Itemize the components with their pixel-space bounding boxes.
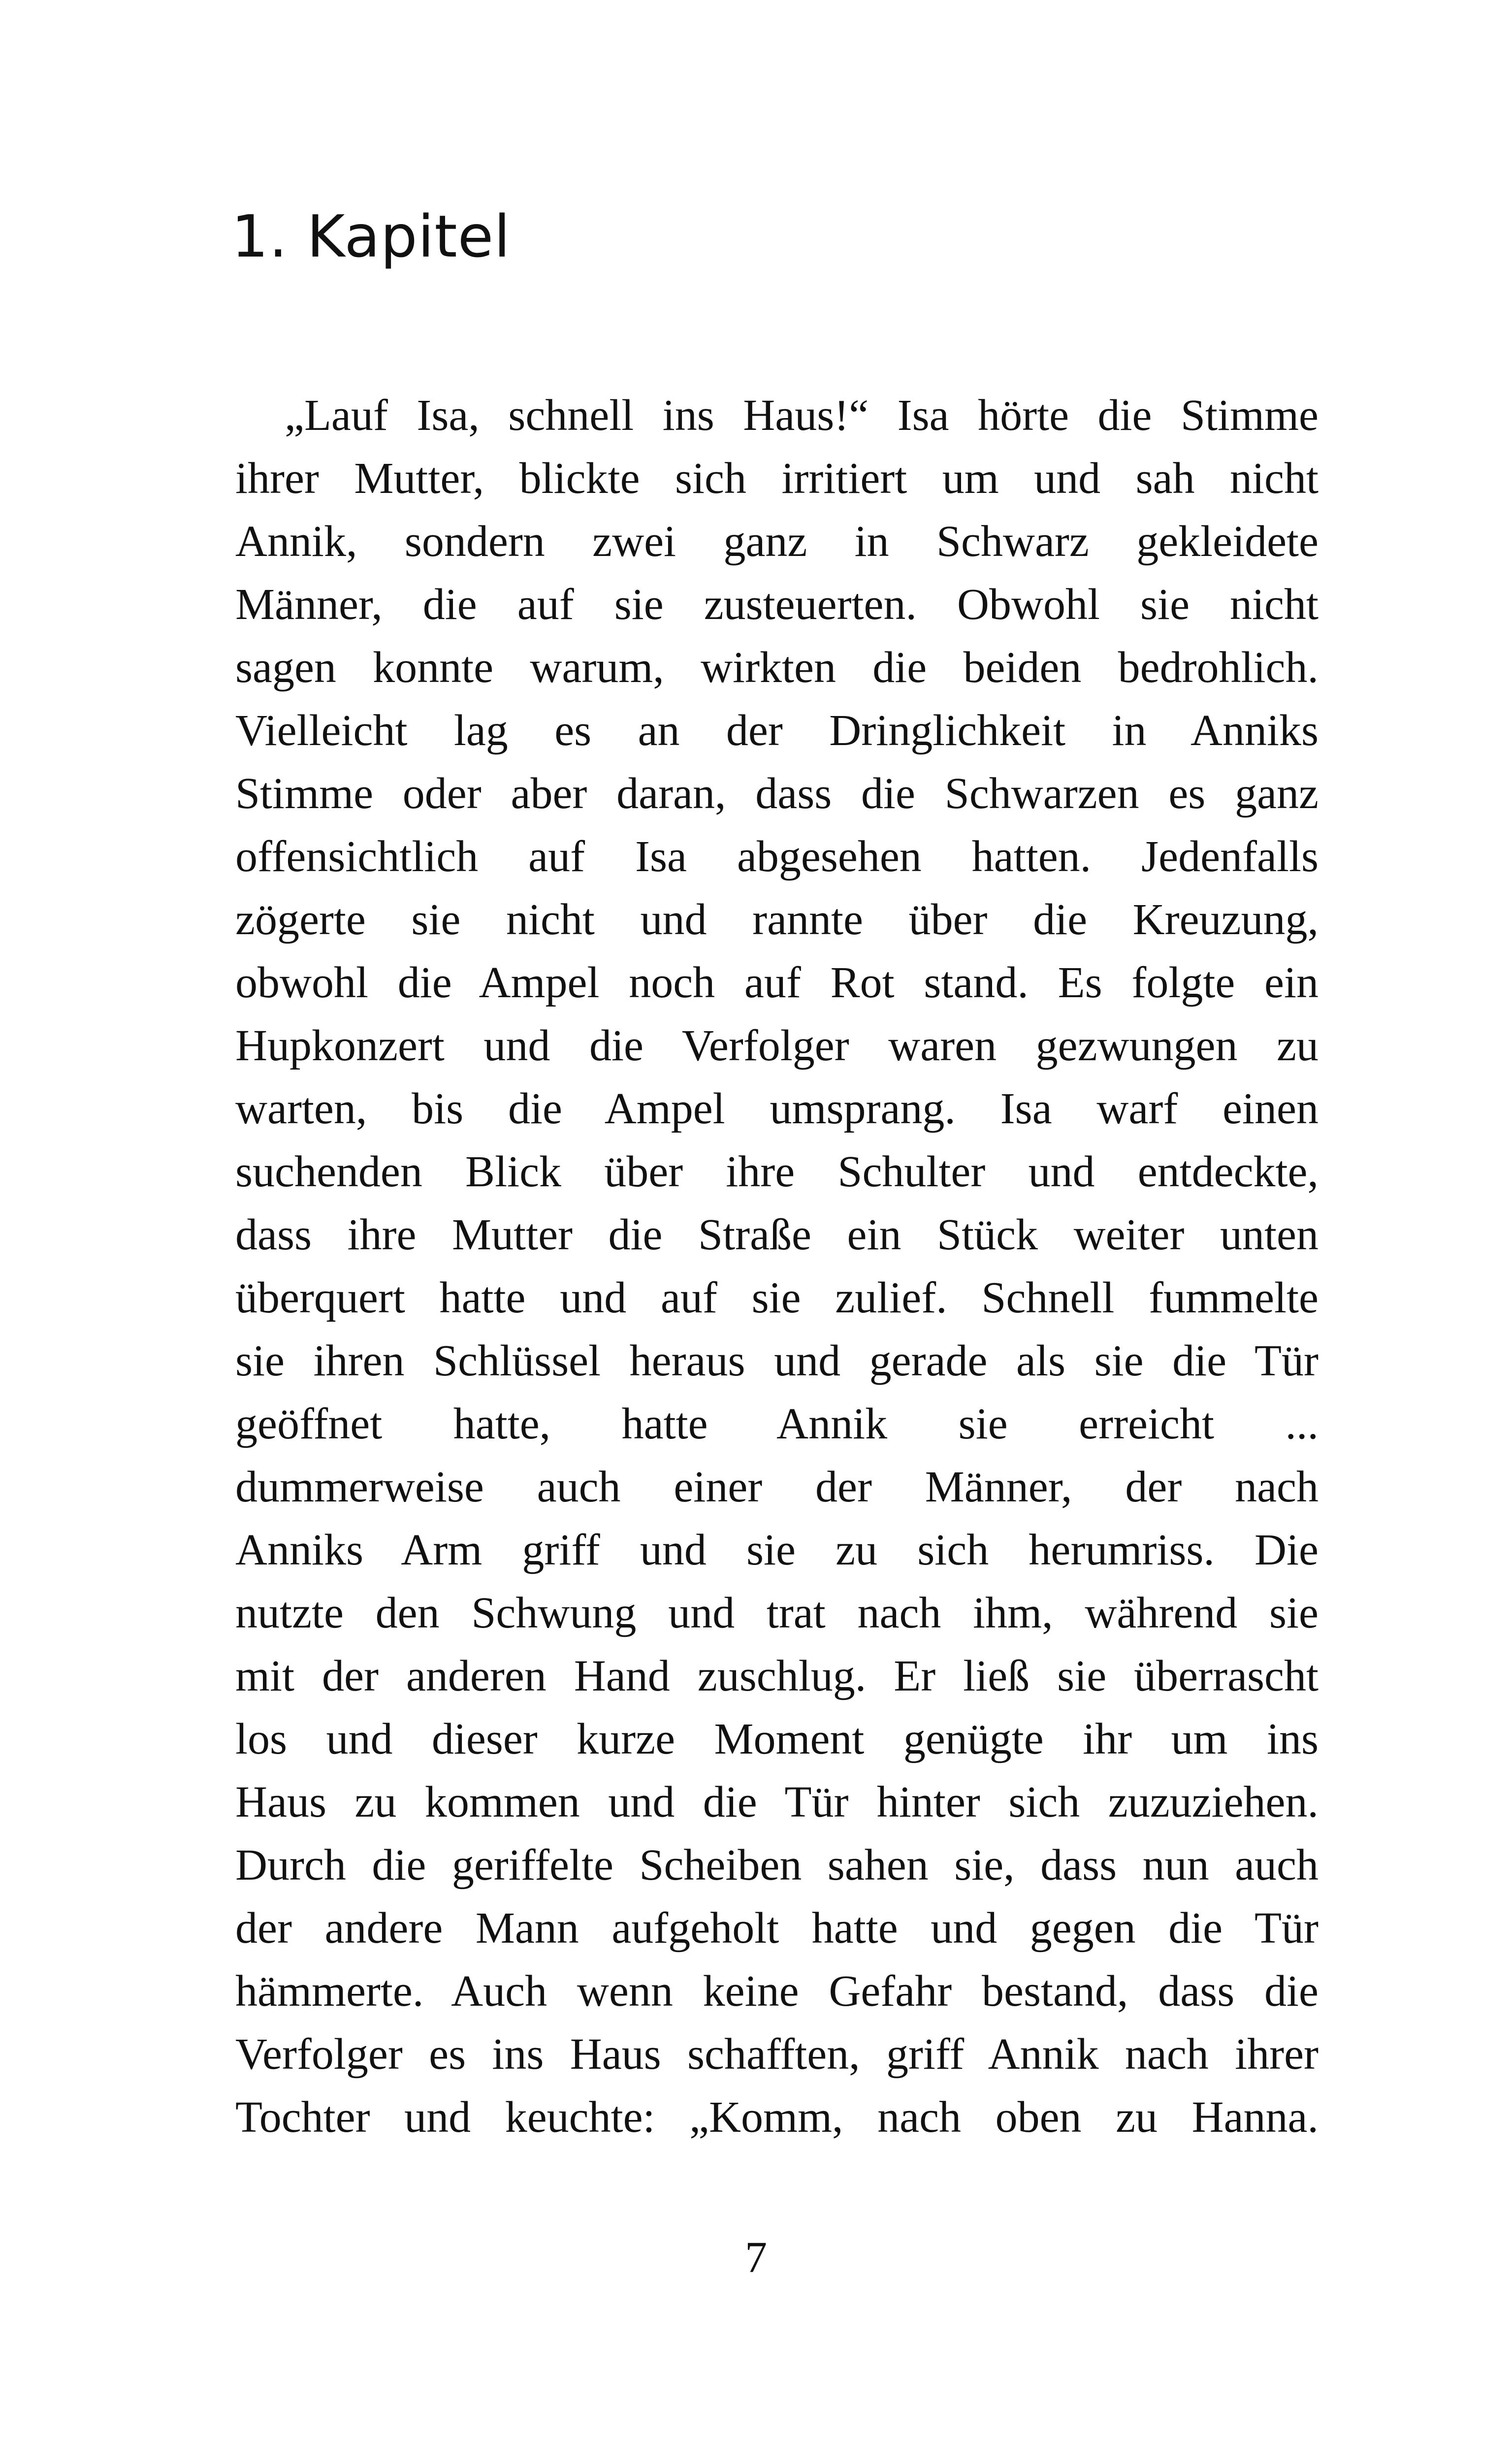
chapter-title: 1. Kapitel [231,202,511,270]
text-line: nutzte den Schwung und trat nach ihm, während sie [235,1589,1319,1637]
text-line: Verfolger es ins Haus schafften, griff Annik nach ihrer [235,2030,1319,2079]
text-line: obwohl die Ampel noch auf Rot stand. Es folgte ein [235,958,1319,1007]
chapter-body-text [235,384,1319,2149]
text-line: warten, bis die Ampel umsprang. Isa warf einen [235,1084,1319,1133]
text-line: der andere Mann aufgeholt hatte und gegen die Tür [235,1904,1319,1953]
text-line: sie ihren Schlüssel heraus und gerade als sie die Tür [235,1336,1319,1385]
text-line: Anniks Arm griff und sie zu sich herumriss. Die [235,1526,1319,1574]
text-line: „Lauf Isa, schnell ins Haus!“ Isa hörte die Stimme [285,391,1319,440]
text-line: Haus zu kommen und die Tür hinter sich zuzuziehen. [235,1778,1319,1826]
text-line: Hupkonzert und die Verfolger waren gezwungen zu [235,1021,1319,1070]
text-line: los und dieser kurze Moment genügte ihr um ins [235,1715,1319,1763]
text-line: Annik, sondern zwei ganz in Schwarz gekleidete [235,517,1319,566]
text-line: überquert hatte und auf sie zulief. Schnell fummelte [235,1273,1319,1322]
text-line: Männer, die auf sie zusteuerten. Obwohl sie nicht [235,580,1319,629]
text-line: hämmerte. Auch wenn keine Gefahr bestand, dass die [235,1967,1319,2016]
text-line: sagen konnte warum, wirkten die beiden bedrohlich. [235,643,1319,692]
text-line: dass ihre Mutter die Straße ein Stück weiter unten [235,1210,1319,1259]
text-line: offensichtlich auf Isa abgesehen hatten. Jedenfalls [235,832,1319,881]
text-line: geöffnet hatte, hatte Annik sie erreicht ... [235,1400,1319,1448]
text-line: Vielleicht lag es an der Dringlichkeit in Anniks [235,706,1319,755]
text-line: ihrer Mutter, blickte sich irritiert um und sah nicht [235,454,1319,503]
text-line: suchenden Blick über ihre Schulter und entdeckte, [235,1147,1319,1196]
text-line: dummerweise auch einer der Männer, der nach [235,1463,1319,1511]
text-line: mit der anderen Hand zuschlug. Er ließ sie überrascht [235,1652,1319,1700]
text-line: Tochter und keuchte: „Komm, nach oben zu Hanna. [235,2093,1319,2142]
text-line: Durch die geriffelte Scheiben sahen sie, dass nun auch [235,1841,1319,1889]
text-line: Stimme oder aber daran, dass die Schwarzen es ganz [235,769,1319,818]
page-number: 7 [745,2233,767,2282]
text-line: zögerte sie nicht und rannte über die Kreuzung, [235,895,1319,944]
